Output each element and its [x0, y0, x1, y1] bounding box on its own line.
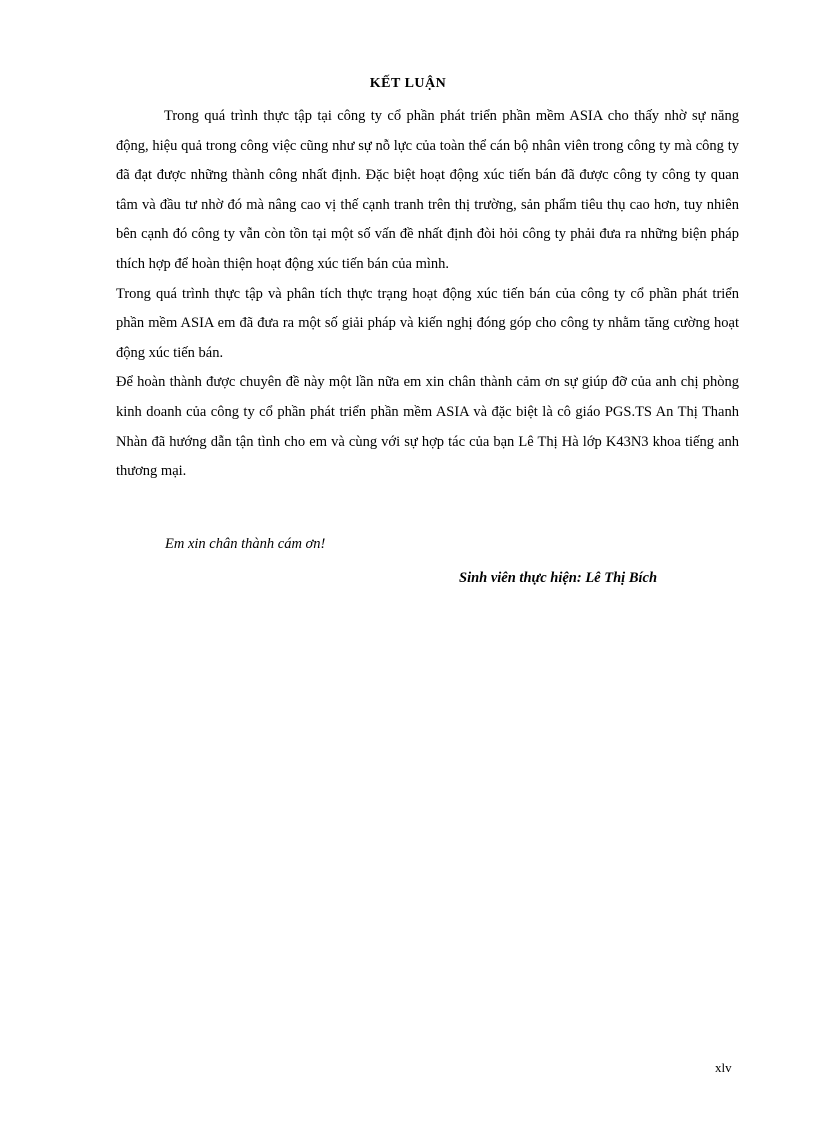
page-title: KẾT LUẬN: [369, 76, 447, 91]
paragraph-acknowledgement: Để hoàn thành được chuyên đề này một lần nữa em xin chân thành cảm ơn sự giúp đỡ của anh chị phòng kinh doanh của công ty cổ phần phát triển phần mềm ASIA và đặc biệt là cô giáo PGS.TS An Thị Thanh Nhàn đã hướng dẫn tận tình cho em và cùng với sự hợp tác của bạn Lê Thị Hà lớp K43N3 khoa tiếng anh thương mại.: [116, 374, 739, 480]
paragraph-intro: Trong quá trình thực tập tại công ty cổ phần phát triển phần mềm ASIA cho thấy nhờ sự năng động, hiệu quả trong công việc cũng như sự nỗ lực của toàn thể cán bộ nhân viên trong công ty mà công ty đã đạt được những thành công nhất định. Đặc biệt hoạt động xúc tiến bán đã được công ty công ty quan tâm và đầu tư nhờ đó mà nâng cao vị thế cạnh tranh trên thị trường, sản phẩm tiêu thụ cao hơn, tuy nhiên bên cạnh đó công ty vẫn còn tồn tại một số vấn đề nhất định đòi hỏi công ty phải đưa ra những biện pháp thích hợp để hoàn thiện hoạt động xúc tiến bán của mình.: [116, 108, 739, 272]
thanks-line: Em xin chân thành cám ơn!: [165, 536, 326, 552]
paragraph-solutions: Trong quá trình thực tập và phân tích thực trạng hoạt động xúc tiến bán của công ty cổ phần phát triển phần mềm ASIA em đã đưa ra một số giải pháp và kiến nghị đóng góp cho công ty nhằm tăng cường hoạt động xúc tiến bán.: [116, 285, 739, 361]
body-text: [116, 102, 739, 487]
page-number: xlv: [715, 1060, 732, 1075]
signature-line: Sinh viên thực hiện: Lê Thị Bích: [459, 570, 658, 586]
